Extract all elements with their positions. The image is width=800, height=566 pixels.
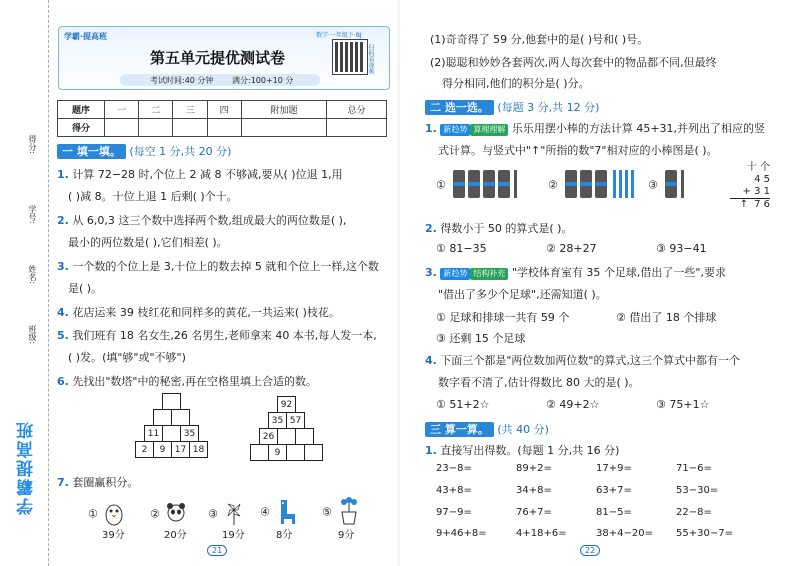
- section3-tag: 三 算一算。: [425, 422, 494, 437]
- qr-code[interactable]: [333, 40, 367, 74]
- calc-item[interactable]: 4+18+6=: [516, 528, 567, 539]
- question-text: 乐乐用摆小棒的方法计算 45+31,并列出了相应的竖: [511, 122, 766, 135]
- s2-question-1: [425, 121, 765, 137]
- option-mark: ①: [436, 178, 446, 192]
- exam-time: 考试时间:40 分钟: [150, 76, 214, 85]
- section3-note: (共 40 分): [497, 423, 549, 436]
- panda-icon: [165, 500, 187, 526]
- score-cell[interactable]: [139, 119, 173, 137]
- side-label-id: 学号:: [28, 205, 37, 224]
- calc-result: [730, 199, 770, 211]
- s2q2-option-2[interactable]: ② 28+27: [546, 242, 597, 255]
- side-label-name: 姓名:: [28, 265, 37, 284]
- stick-bundles-icon: [563, 168, 638, 200]
- question-1-line2: ( )减 8。十位上退 1 后剩( )个十。: [68, 190, 238, 203]
- section3-heading: [425, 422, 549, 438]
- question-5-line2: ( )发。(填"够"或"不够"): [68, 351, 186, 364]
- section2-note: (每题 3 分,共 12 分): [497, 101, 600, 114]
- tower-cell[interactable]: [172, 410, 190, 426]
- s2q4-option-1[interactable]: ① 51+2☆: [436, 398, 490, 411]
- ring-score: 39分: [102, 530, 125, 541]
- section1-heading: [57, 144, 231, 160]
- s2q1-line2: 式计算。与竖式中"↑"所指的数"7"相对应的小棒图是( )。: [438, 144, 718, 157]
- vertical-brand-logo: 学霸提高班: [17, 420, 37, 515]
- score-header-cell: 总分: [327, 101, 387, 119]
- score-header-cell: 附加题: [241, 101, 326, 119]
- question-5: [57, 328, 377, 344]
- tower-cell: 92: [278, 397, 296, 413]
- page-number-left: 21: [207, 545, 227, 556]
- tower-cell[interactable]: [296, 429, 314, 445]
- stick-option-2[interactable]: [548, 168, 638, 200]
- q7-part2-line2: 得分相同,他们的积分是( )分。: [442, 77, 590, 90]
- page-number-right: 22: [580, 545, 600, 556]
- score-header-cell: 题序: [58, 101, 105, 119]
- question-7: [57, 475, 138, 491]
- question-number: 2.: [425, 222, 437, 235]
- s2q4-option-3[interactable]: ③ 75+1☆: [656, 398, 710, 411]
- calc-item[interactable]: 23−8=: [436, 463, 472, 474]
- s2q3-option-1[interactable]: ① 足球和排球一共有 59 个: [436, 311, 570, 324]
- tower-cell: 9: [154, 442, 172, 458]
- brand-small: 学霸·提高班: [64, 32, 108, 41]
- score-header-cell: 一: [105, 101, 139, 119]
- tower-cell[interactable]: [287, 445, 305, 461]
- calc-item[interactable]: 22−8=: [676, 507, 712, 518]
- question-number: 4.: [57, 306, 69, 319]
- score-table-header: [58, 101, 387, 119]
- question-text: 我们班有 18 名女生,26 名男生,老师拿来 40 本书,每人发一本,: [72, 329, 377, 342]
- question-text: 套圈赢积分。: [72, 476, 139, 489]
- tower-cell[interactable]: [154, 410, 172, 426]
- ring-item-5: [322, 496, 392, 541]
- question-1: [57, 167, 343, 183]
- s2-question-3: [425, 265, 726, 281]
- section1-tag: 一 填一填。: [57, 144, 126, 159]
- calc-item[interactable]: 9+46+8=: [436, 528, 487, 539]
- s3-question-1: [425, 443, 619, 459]
- score-table-row: [58, 119, 387, 137]
- penguin-icon: [103, 500, 125, 526]
- s2q3-line2: "借出了多少个足球",还需知道( )。: [438, 288, 607, 301]
- section2-heading: [425, 100, 599, 116]
- calc-item[interactable]: 34+8=: [516, 485, 552, 496]
- s2-question-2: [425, 221, 572, 237]
- question-number: 7.: [57, 476, 69, 489]
- flowerpot-icon: [337, 496, 361, 526]
- score-table: [57, 100, 387, 137]
- tower-cell: 9: [269, 445, 287, 461]
- s2q4-line2: 数字看不清了,估计得数比 80 大的是( )。: [438, 376, 640, 389]
- question-number: 3.: [57, 260, 69, 273]
- score-header-cell: 三: [173, 101, 207, 119]
- section2-tag: 二 选一选。: [425, 100, 494, 115]
- ring-score: 9分: [338, 530, 355, 541]
- question-number: 6.: [57, 375, 69, 388]
- question-text: 计算 72−28 时,个位上 2 减 8 不够减,要从( )位退 1,用: [72, 168, 343, 181]
- q7-part2-line1: (2)聪聪和妙妙各套两次,两人每次套中的物品都不同,但最终: [430, 56, 717, 69]
- stick-bundles-icon: [451, 168, 521, 200]
- vertical-calculation: [730, 162, 770, 211]
- stick-bundles-icon: [663, 168, 687, 200]
- calc-item[interactable]: 55+30−7=: [676, 528, 733, 539]
- question-6: [57, 374, 317, 390]
- question-text: 花店运来 39 枝红花和同样多的黄花,一共运来( )枝花。: [72, 306, 340, 319]
- question-number: 4.: [425, 354, 437, 367]
- s2-question-4: [425, 353, 740, 369]
- question-3-line2: 是( )。: [68, 282, 103, 295]
- calc-item[interactable]: 76+7=: [516, 507, 552, 518]
- number-tower-2: [250, 396, 323, 461]
- ring-mark: ③: [208, 507, 218, 521]
- calc-row: + 3 1: [730, 186, 770, 199]
- question-number: 5.: [57, 329, 69, 342]
- question-4: [57, 305, 340, 321]
- tower-cell[interactable]: [163, 426, 181, 442]
- ring-score: 8分: [276, 530, 293, 541]
- number-tower-1: [135, 393, 208, 458]
- arrow-up-icon: ↑: [739, 199, 749, 210]
- option-mark: ②: [548, 178, 558, 192]
- s2q3-option-2[interactable]: ② 借出了 18 个排球: [616, 311, 717, 324]
- score-cell[interactable]: [241, 119, 326, 137]
- calc-row: 4 5: [754, 174, 770, 185]
- ring-score: 20分: [164, 530, 187, 541]
- s2q4-option-2[interactable]: ② 49+2☆: [546, 398, 600, 411]
- option-mark: ③: [648, 178, 658, 192]
- calc-item[interactable]: 71−6=: [676, 463, 712, 474]
- tower-cell: 35: [269, 413, 287, 429]
- stick-option-1[interactable]: [436, 168, 521, 200]
- calc-item[interactable]: 97−9=: [436, 507, 472, 518]
- ring-mark: ②: [150, 507, 160, 521]
- tower-cell: 2: [136, 442, 154, 458]
- score-cell[interactable]: [105, 119, 139, 137]
- question-number: 3.: [425, 266, 437, 279]
- ring-mark: ④: [260, 505, 270, 519]
- tower-cell: 17: [172, 442, 190, 458]
- side-label-score: 得分:: [28, 135, 37, 154]
- question-number: 1.: [57, 168, 69, 181]
- full-score: 满分:100+10 分: [232, 76, 294, 85]
- question-text: 一个数的个位上是 3,十位上的数去掉 5 就和个位上一样,这个数: [72, 260, 379, 273]
- tower-cell: 26: [260, 429, 278, 445]
- category-badge: 结构补充: [470, 268, 508, 280]
- tower-cell[interactable]: [305, 445, 323, 461]
- s2q2-option-3[interactable]: ③ 93−41: [656, 242, 707, 255]
- place-value-header: 十 个: [746, 162, 770, 173]
- page-title: 第五单元提优测试卷: [150, 49, 286, 67]
- trend-badge: 新趋势: [440, 268, 470, 280]
- calc-item[interactable]: 53−30=: [676, 485, 719, 496]
- score-cell[interactable]: [327, 119, 387, 137]
- s2q2-option-1[interactable]: ① 81−35: [436, 242, 487, 255]
- category-badge: 算理理解: [470, 124, 508, 136]
- ring-mark: ⑤: [322, 505, 332, 519]
- question-2-line2: 最小的两位数是( ),它们相差( )。: [68, 236, 228, 249]
- score-cell[interactable]: [173, 119, 207, 137]
- right-page: [400, 0, 800, 566]
- question-text: 先找出"数塔"中的秘密,再在空格里填上合适的数。: [72, 375, 317, 388]
- ring-score: 19分: [222, 530, 245, 541]
- q7-part1: (1)奇奇得了 59 分,他套中的是( )号和( )号。: [430, 33, 649, 46]
- question-number: 1.: [425, 444, 437, 457]
- side-label-class: 班级:: [28, 325, 37, 344]
- stick-option-3[interactable]: [648, 168, 687, 200]
- question-3: [57, 259, 379, 275]
- question-text: 下面三个都是"两位数加两位数"的算式,这三个算式中都有一个: [440, 354, 740, 367]
- section1-note: (每空 1 分,共 20 分): [129, 145, 232, 158]
- calc-item[interactable]: 63+7=: [596, 485, 632, 496]
- score-row-label: 得分: [58, 119, 105, 137]
- calc-item[interactable]: 81−5=: [596, 507, 632, 518]
- calc-item[interactable]: 17+9=: [596, 463, 632, 474]
- trend-badge: 新趋势: [440, 124, 470, 136]
- giraffe-icon: [275, 496, 299, 526]
- tower-cell: 18: [190, 442, 208, 458]
- tower-cell: 11: [145, 426, 163, 442]
- question-2: [57, 213, 346, 229]
- question-number: 1.: [425, 122, 437, 135]
- pinwheel-icon: [223, 500, 245, 526]
- tower-cell[interactable]: [278, 429, 296, 445]
- top-right-tag: 数学·一年级下·BJ: [316, 32, 362, 39]
- calc-item[interactable]: 89+2=: [516, 463, 552, 474]
- tower-cell[interactable]: [251, 445, 269, 461]
- question-text: 得数小于 50 的算式是( )。: [440, 222, 573, 235]
- question-text: 直接写出得数。(每题 1 分,共 16 分): [440, 444, 620, 457]
- score-cell[interactable]: [207, 119, 241, 137]
- question-text: "学校体育室有 35 个足球,借出了一些",要求: [511, 266, 726, 279]
- calc-item[interactable]: 43+8=: [436, 485, 472, 496]
- score-header-cell: 二: [139, 101, 173, 119]
- tower-cell: 57: [287, 413, 305, 429]
- score-header-cell: 四: [207, 101, 241, 119]
- tower-cell[interactable]: [163, 394, 181, 410]
- s2q3-option-3[interactable]: ③ 还剩 15 个足球: [436, 332, 526, 345]
- tower-cell: 35: [181, 426, 199, 442]
- question-number: 2.: [57, 214, 69, 227]
- question-text: 从 6,0,3 这三个数中选择两个数,组成最大的两位数是( ),: [72, 214, 347, 227]
- ring-mark: ①: [88, 507, 98, 521]
- calc-row: 7 6: [754, 199, 770, 210]
- qr-caption: 扫码看视频: [367, 44, 374, 74]
- calc-item[interactable]: 38+4−20=: [596, 528, 653, 539]
